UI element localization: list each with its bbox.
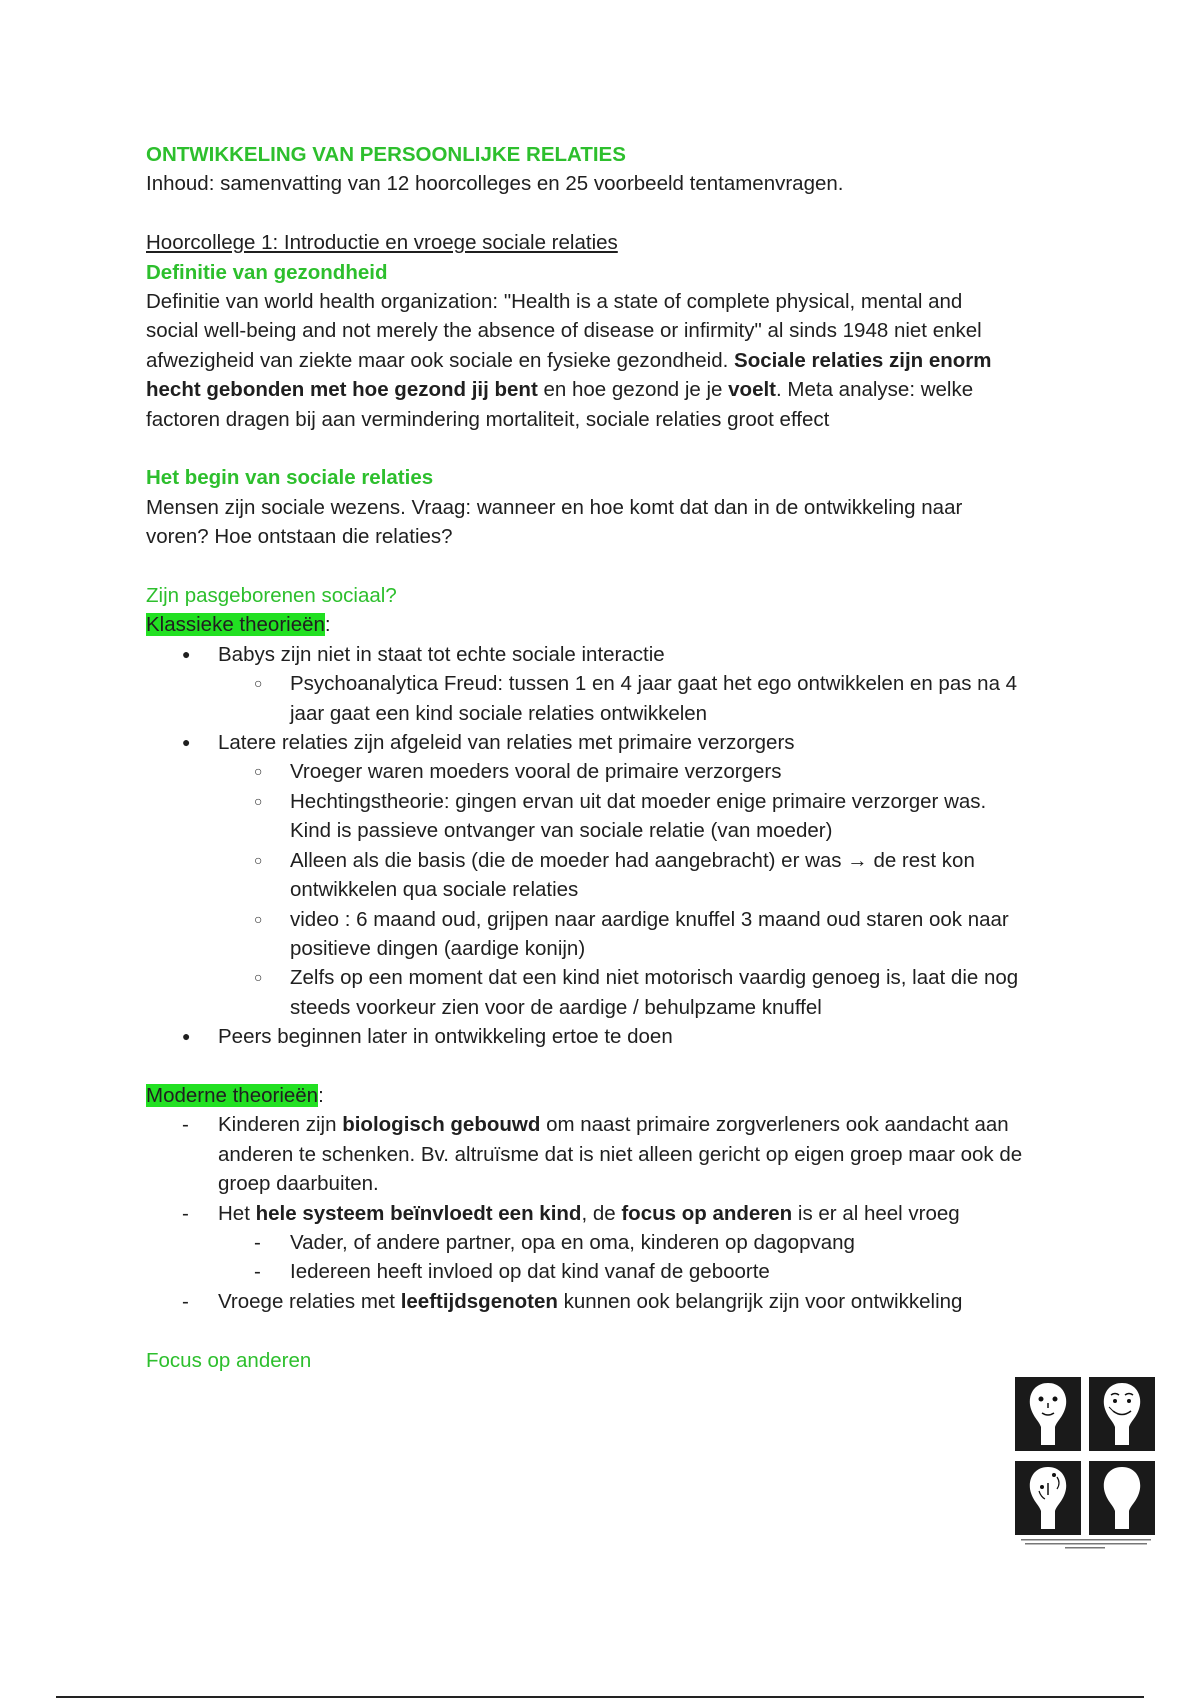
classic-theories-list <box>146 640 1106 1052</box>
bold-text: voelt <box>728 378 777 402</box>
dash-bullet-icon: - <box>182 1113 189 1137</box>
list-item: ○ Zelfs op een moment dat een kind niet motorisch vaardig genoeg is, laat die nog steeds voorkeur zien voor de aardige / behulpzame knuffel <box>146 963 1106 1022</box>
heading-definitie: Definitie van gezondheid <box>146 260 388 284</box>
paragraph-line <box>146 375 1106 404</box>
circle-bullet-icon: ○ <box>254 763 263 780</box>
spacer <box>146 1052 1106 1081</box>
face-image <box>1089 1461 1155 1535</box>
document-page <box>146 140 1106 1375</box>
list-item: - Vader, of andere partner, opa en oma, kinderen op dagopvang <box>146 1228 1106 1257</box>
dash-bullet-icon: - <box>182 1201 189 1225</box>
circle-bullet-icon: ○ <box>254 969 263 986</box>
text-run: . Meta analyse: welke <box>776 378 974 402</box>
page-bottom-rule <box>56 1696 1144 1698</box>
list-item: ○ Psychoanalytica Freud: tussen 1 en 4 jaar gaat het ego ontwikkelen en pas na 4 jaar gaat een kind sociale relaties ontwikkelen <box>146 669 1106 728</box>
face-image <box>1089 1377 1155 1451</box>
dash-bullet-icon: - <box>254 1230 261 1254</box>
circle-bullet-icon: ○ <box>254 910 263 927</box>
list-item: ○ Vroeger waren moeders vooral de primaire verzorgers <box>146 757 1106 786</box>
text-run: en hoe gezond je je <box>537 378 729 402</box>
circle-bullet-icon: ○ <box>254 851 263 868</box>
spacer <box>146 552 1106 581</box>
face-stimuli-figure <box>1015 1377 1157 1557</box>
classic-theories-label: Klassieke theorieën: <box>146 613 331 637</box>
heading-focus: Focus op anderen <box>146 1348 312 1372</box>
paragraph-line <box>146 346 1106 375</box>
list-item: ● Latere relaties zijn afgeleid van relaties met primaire verzorgers <box>146 728 1106 757</box>
lecture-title: Hoorcollege 1: Introductie en vroege sociale relaties <box>146 231 618 255</box>
paragraph-line: voren? Hoe ontstaan die relaties? <box>146 525 453 549</box>
list-item: - Kinderen zijn biologisch gebouwd om naast primaire zorgverleners ook aandacht aan anderen te schenken. Bv. altruïsme dat is niet alleen gericht op eigen groep maar ook de groep daarbuiten. <box>146 1110 1106 1198</box>
bullet-icon: ● <box>182 1028 191 1045</box>
bold-text: hecht gebonden met hoe gezond jij bent <box>146 378 538 402</box>
bold-text: Sociale relaties zijn enorm <box>734 348 992 372</box>
document-title: ONTWIKKELING VAN PERSOONLIJKE RELATIES <box>146 143 626 166</box>
figure-caption-image <box>1015 1537 1157 1551</box>
text-run: afwezigheid van ziekte maar ook sociale en fysieke gezondheid. <box>146 348 735 372</box>
highlighted-text: Klassieke theorieën <box>146 613 325 637</box>
bullet-icon: ● <box>182 734 191 751</box>
heading-begin: Het begin van sociale relaties <box>146 466 434 490</box>
circle-bullet-icon: ○ <box>254 792 263 809</box>
spacer <box>146 199 1106 228</box>
document-subtitle: Inhoud: samenvatting van 12 hoorcolleges en 25 voorbeeld tentamenvragen. <box>146 172 844 196</box>
list-item: - Vroege relaties met leeftijdsgenoten kunnen ook belangrijk zijn voor ontwikkeling <box>146 1287 1106 1316</box>
spacer <box>146 434 1106 463</box>
face-image <box>1015 1461 1081 1535</box>
paragraph-line: Definitie van world health organization: "Health is a state of complete physical, mental and <box>146 290 963 314</box>
highlighted-text: Moderne theorieën <box>146 1083 319 1107</box>
list-item: - Het hele systeem beïnvloedt een kind, de focus op anderen is er al heel vroeg <box>146 1199 1106 1228</box>
dash-bullet-icon: - <box>254 1260 261 1284</box>
circle-bullet-icon: ○ <box>254 675 263 692</box>
spacer <box>146 1316 1106 1345</box>
dash-bullet-icon: - <box>182 1289 189 1313</box>
modern-theories-label: Moderne theorieën: <box>146 1083 324 1107</box>
list-item: ○ video : 6 maand oud, grijpen naar aardige knuffel 3 maand oud staren ook naar positieve dingen (aardige konijn) <box>146 905 1106 964</box>
face-image <box>1015 1377 1081 1451</box>
list-item: ● Peers beginnen later in ontwikkeling ertoe te doen <box>146 1022 1106 1051</box>
list-item: ○ Alleen als die basis (die de moeder had aangebracht) er was → de rest kon ontwikkelen qua sociale relaties <box>146 846 1106 905</box>
paragraph-line: factoren dragen bij aan vermindering mortaliteit, sociale relaties groot effect <box>146 407 830 431</box>
heading-pasgeborenen: Zijn pasgeborenen sociaal? <box>146 584 397 608</box>
paragraph-line: Mensen zijn sociale wezens. Vraag: wanneer en hoe komt dat dan in de ontwikkeling naar <box>146 495 963 519</box>
list-item: - Iedereen heeft invloed op dat kind vanaf de geboorte <box>146 1257 1106 1286</box>
modern-theories-list <box>146 1110 1106 1316</box>
list-item: ● Babys zijn niet in staat tot echte sociale interactie <box>146 640 1106 669</box>
bullet-icon: ● <box>182 645 191 662</box>
list-item: ○ Hechtingstheorie: gingen ervan uit dat moeder enige primaire verzorger was. Kind is passieve ontvanger van sociale relatie (van moeder) <box>146 787 1106 846</box>
paragraph-line: social well-being and not merely the absence of disease or infirmity" al sinds 1948 niet enkel <box>146 319 982 343</box>
